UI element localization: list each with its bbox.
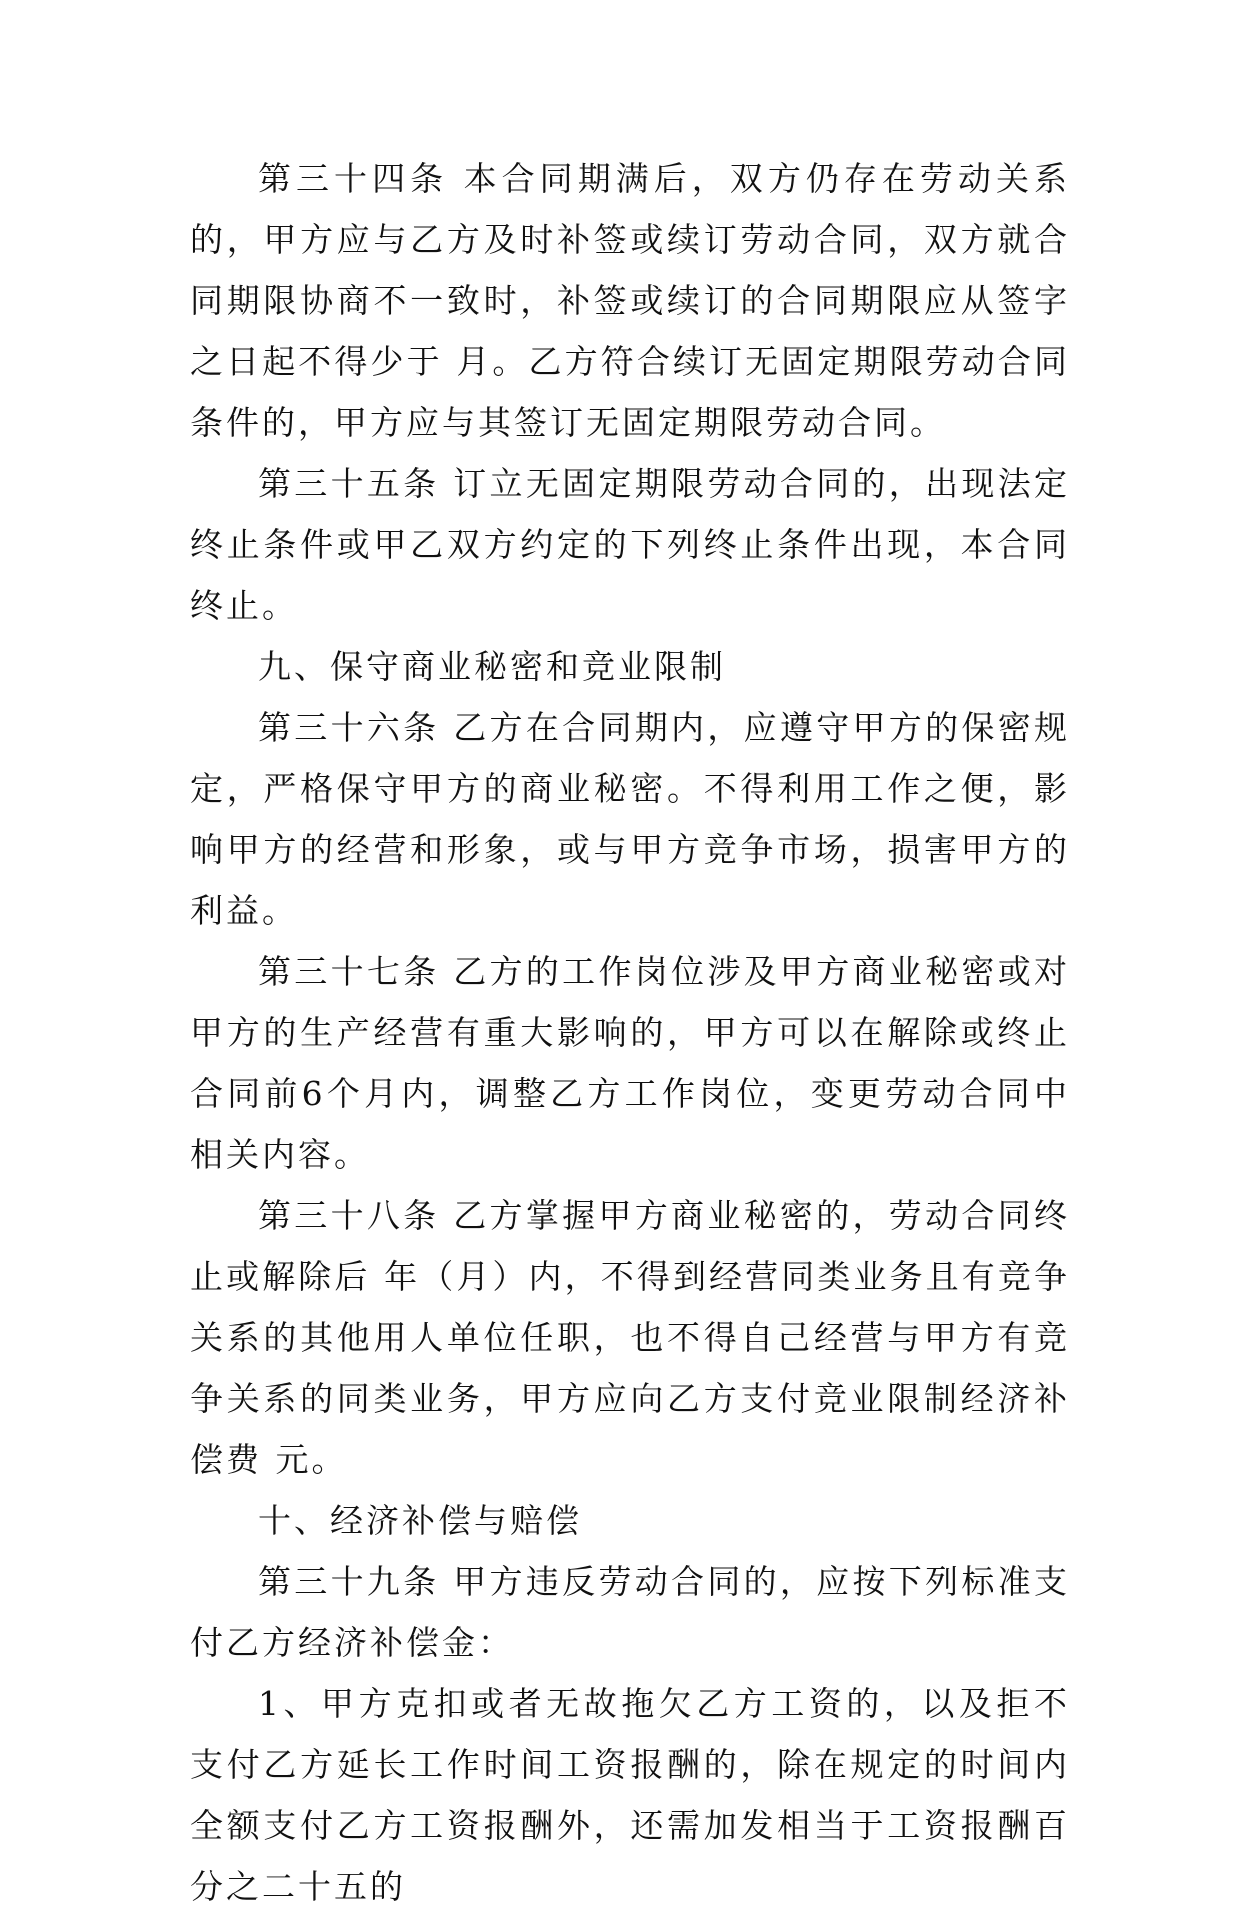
clause-39: 第三十九条 甲方违反劳动合同的，应按下列标准支付乙方经济补偿金：: [190, 1562, 1070, 1662]
section-heading-10: 十、经济补偿与赔偿: [258, 1501, 582, 1540]
clause-38: 第三十八条 乙方掌握甲方商业秘密的，劳动合同终止或解除后 年（月）内，不得到经营同类业务且有竞争关系的其他用人单位任职，也不得自己经营与甲方有竞争关系的同类业务，甲方应向乙方支付竞业限制经济补偿费 元。: [190, 1196, 1070, 1479]
clause-34: 第三十四条 本合同期满后，双方仍存在劳动关系的，甲方应与乙方及时补签或续订劳动合同，双方就合同期限协商不一致时，补签或续订的合同期限应从签字之日起不得少于 月。乙方符合续订无固定期限劳动合同条件的，甲方应与其签订无固定期限劳动合同。: [190, 159, 1070, 442]
clause-36: 第三十六条 乙方在合同期内，应遵守甲方的保密规定，严格保守甲方的商业秘密。不得利用工作之便，影响甲方的经营和形象，或与甲方竞争市场，损害甲方的利益。: [190, 708, 1070, 930]
section-heading-9: 九、保守商业秘密和竞业限制: [258, 647, 726, 686]
clause-37: 第三十七条 乙方的工作岗位涉及甲方商业秘密或对甲方的生产经营有重大影响的，甲方可以在解除或终止合同前6个月内，调整乙方工作岗位，变更劳动合同中相关内容。: [190, 952, 1070, 1174]
document-page: [190, 148, 1070, 1917]
clause-39-item-1: 1、甲方克扣或者无故拖欠乙方工资的，以及拒不支付乙方延长工作时间工资报酬的，除在规定的时间内全额支付乙方工资报酬外，还需加发相当于工资报酬百分之二十五的: [190, 1684, 1070, 1906]
clause-35: 第三十五条 订立无固定期限劳动合同的，出现法定终止条件或甲乙双方约定的下列终止条件出现，本合同终止。: [190, 464, 1070, 625]
